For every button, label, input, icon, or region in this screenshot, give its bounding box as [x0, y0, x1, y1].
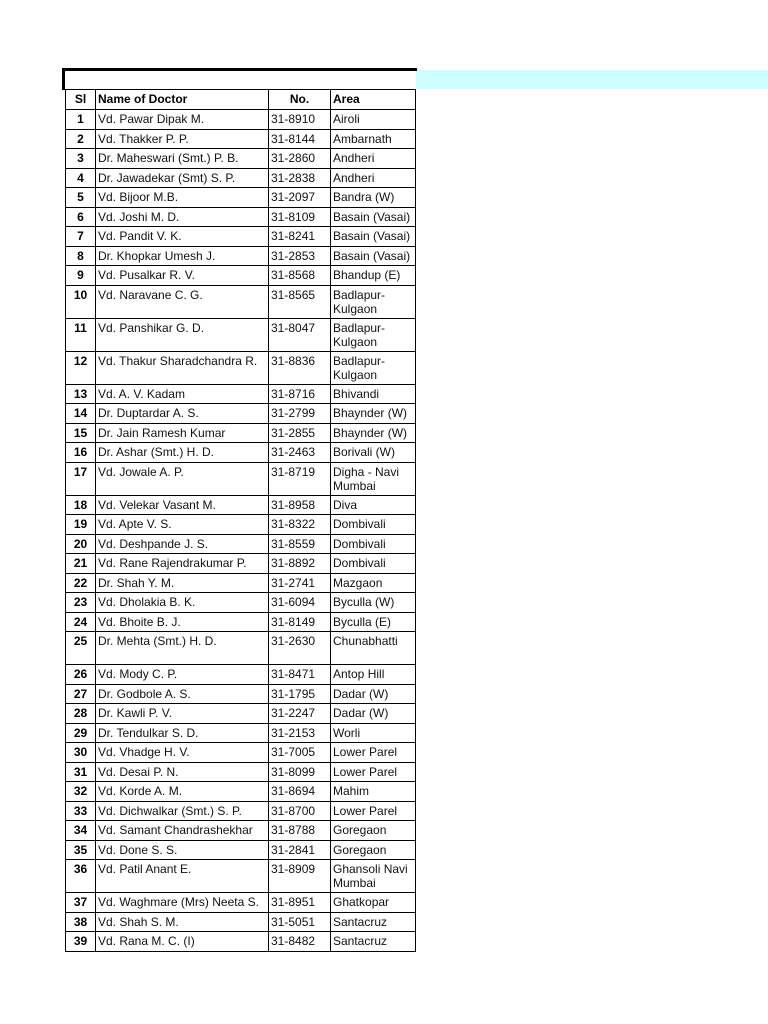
row-doctor-name: Dr. Jawadekar (Smt) S. P. — [96, 168, 269, 188]
row-sl: 7 — [66, 227, 96, 247]
table-row — [66, 801, 416, 821]
header-sl: Sl — [66, 90, 96, 110]
row-sl: 1 — [66, 110, 96, 130]
table-row — [66, 743, 416, 763]
table-row — [66, 188, 416, 208]
row-doctor-name: Vd. Bhoite B. J. — [96, 612, 269, 632]
row-doctor-name: Vd. Desai P. N. — [96, 762, 269, 782]
table-row — [66, 860, 416, 893]
row-sl: 25 — [66, 632, 96, 665]
row-number: 31-5051 — [269, 912, 331, 932]
row-number: 31-8716 — [269, 384, 331, 404]
row-area: Goregaon — [331, 821, 416, 841]
doctor-table — [65, 89, 416, 952]
table-row — [66, 782, 416, 802]
row-sl: 12 — [66, 351, 96, 384]
row-area: Dombivali — [331, 534, 416, 554]
table-row — [66, 723, 416, 743]
row-sl: 29 — [66, 723, 96, 743]
row-sl: 38 — [66, 912, 96, 932]
row-area: Badlapur-Kulgaon — [331, 351, 416, 384]
table-row — [66, 207, 416, 227]
row-area: Lower Parel — [331, 762, 416, 782]
row-area: Badlapur-Kulgaon — [331, 318, 416, 351]
row-area: Lower Parel — [331, 801, 416, 821]
table-top-border — [62, 68, 417, 71]
row-sl: 31 — [66, 762, 96, 782]
row-area: Bhivandi — [331, 384, 416, 404]
row-area: Diva — [331, 495, 416, 515]
row-doctor-name: Vd. Apte V. S. — [96, 515, 269, 535]
row-area: Dombivali — [331, 515, 416, 535]
table-row — [66, 893, 416, 913]
title-band — [416, 70, 768, 89]
row-number: 31-2799 — [269, 404, 331, 424]
row-number: 31-8568 — [269, 266, 331, 286]
row-area: Airoli — [331, 110, 416, 130]
row-doctor-name: Dr. Godbole A. S. — [96, 684, 269, 704]
row-doctor-name: Vd. Rana M. C. (I) — [96, 932, 269, 952]
table-left-border — [62, 68, 65, 90]
row-area: Andheri — [331, 168, 416, 188]
row-number: 31-8909 — [269, 860, 331, 893]
row-doctor-name: Vd. Thakur Sharadchandra R. — [96, 351, 269, 384]
row-sl: 4 — [66, 168, 96, 188]
row-area: Goregaon — [331, 840, 416, 860]
row-area: Basain (Vasai) — [331, 246, 416, 266]
row-doctor-name: Vd. Deshpande J. S. — [96, 534, 269, 554]
table-row — [66, 443, 416, 463]
row-doctor-name: Vd. Rane Rajendrakumar P. — [96, 554, 269, 574]
row-doctor-name: Dr. Tendulkar S. D. — [96, 723, 269, 743]
row-number: 31-8149 — [269, 612, 331, 632]
row-number: 31-8099 — [269, 762, 331, 782]
table-row — [66, 665, 416, 685]
row-area: Dadar (W) — [331, 704, 416, 724]
table-row — [66, 612, 416, 632]
row-number: 31-8109 — [269, 207, 331, 227]
row-sl: 6 — [66, 207, 96, 227]
row-sl: 8 — [66, 246, 96, 266]
row-sl: 37 — [66, 893, 96, 913]
row-number: 31-6094 — [269, 593, 331, 613]
row-number: 31-2841 — [269, 840, 331, 860]
row-number: 31-2097 — [269, 188, 331, 208]
header-number: No. — [269, 90, 331, 110]
row-number: 31-8892 — [269, 554, 331, 574]
row-doctor-name: Vd. Panshikar G. D. — [96, 318, 269, 351]
row-number: 31-8322 — [269, 515, 331, 535]
table-row — [66, 762, 416, 782]
row-number: 31-8910 — [269, 110, 331, 130]
row-area: Andheri — [331, 149, 416, 169]
row-area: Mazgaon — [331, 573, 416, 593]
row-sl: 24 — [66, 612, 96, 632]
table-row — [66, 495, 416, 515]
row-area: Borivali (W) — [331, 443, 416, 463]
row-area: Worli — [331, 723, 416, 743]
row-sl: 26 — [66, 665, 96, 685]
row-doctor-name: Dr. Duptardar A. S. — [96, 404, 269, 424]
row-doctor-name: Vd. Mody C. P. — [96, 665, 269, 685]
row-number: 31-2860 — [269, 149, 331, 169]
row-doctor-name: Vd. Bijoor M.B. — [96, 188, 269, 208]
table-row — [66, 515, 416, 535]
row-number: 31-8951 — [269, 893, 331, 913]
table-row — [66, 351, 416, 384]
row-sl: 11 — [66, 318, 96, 351]
header-area: Area — [331, 90, 416, 110]
row-area: Ghansoli Navi Mumbai — [331, 860, 416, 893]
row-doctor-name: Vd. Samant Chandrashekhar — [96, 821, 269, 841]
row-number: 31-8144 — [269, 129, 331, 149]
row-doctor-name: Vd. A. V. Kadam — [96, 384, 269, 404]
header-name: Name of Doctor — [96, 90, 269, 110]
row-number: 31-8047 — [269, 318, 331, 351]
table-row — [66, 168, 416, 188]
row-area: Antop Hill — [331, 665, 416, 685]
row-doctor-name: Vd. Dholakia B. K. — [96, 593, 269, 613]
table-row — [66, 593, 416, 613]
row-sl: 18 — [66, 495, 96, 515]
row-number: 31-2853 — [269, 246, 331, 266]
table-row — [66, 554, 416, 574]
row-doctor-name: Vd. Pusalkar R. V. — [96, 266, 269, 286]
table-row — [66, 462, 416, 495]
row-number: 31-2247 — [269, 704, 331, 724]
row-sl: 33 — [66, 801, 96, 821]
table-row — [66, 384, 416, 404]
row-area: Bhandup (E) — [331, 266, 416, 286]
table-row — [66, 912, 416, 932]
row-sl: 32 — [66, 782, 96, 802]
row-doctor-name: Vd. Dichwalkar (Smt.) S. P. — [96, 801, 269, 821]
row-doctor-name: Vd. Naravane C. G. — [96, 285, 269, 318]
row-area: Lower Parel — [331, 743, 416, 763]
row-number: 31-2855 — [269, 423, 331, 443]
table-row — [66, 632, 416, 665]
table-row — [66, 534, 416, 554]
row-doctor-name: Vd. Patil Anant E. — [96, 860, 269, 893]
row-doctor-name: Dr. Ashar (Smt.) H. D. — [96, 443, 269, 463]
row-sl: 23 — [66, 593, 96, 613]
row-area: Dombivali — [331, 554, 416, 574]
row-number: 31-8565 — [269, 285, 331, 318]
table-row — [66, 246, 416, 266]
row-sl: 17 — [66, 462, 96, 495]
table-row — [66, 404, 416, 424]
row-area: Bhaynder (W) — [331, 423, 416, 443]
row-doctor-name: Vd. Jowale A. P. — [96, 462, 269, 495]
row-number: 31-8471 — [269, 665, 331, 685]
table-row — [66, 110, 416, 130]
row-sl: 21 — [66, 554, 96, 574]
row-sl: 28 — [66, 704, 96, 724]
row-area: Byculla (W) — [331, 593, 416, 613]
row-area: Bhaynder (W) — [331, 404, 416, 424]
row-sl: 15 — [66, 423, 96, 443]
header-row — [66, 90, 416, 110]
row-sl: 19 — [66, 515, 96, 535]
row-sl: 5 — [66, 188, 96, 208]
row-sl: 39 — [66, 932, 96, 952]
row-sl: 27 — [66, 684, 96, 704]
row-doctor-name: Dr. Mehta (Smt.) H. D. — [96, 632, 269, 665]
row-doctor-name: Dr. Kawli P. V. — [96, 704, 269, 724]
row-area: Santacruz — [331, 912, 416, 932]
row-area: Digha - Navi Mumbai — [331, 462, 416, 495]
row-sl: 2 — [66, 129, 96, 149]
row-number: 31-7005 — [269, 743, 331, 763]
row-number: 31-2463 — [269, 443, 331, 463]
row-number: 31-2741 — [269, 573, 331, 593]
row-area: Mahim — [331, 782, 416, 802]
row-doctor-name: Vd. Velekar Vasant M. — [96, 495, 269, 515]
row-doctor-name: Dr. Shah Y. M. — [96, 573, 269, 593]
table-row — [66, 318, 416, 351]
table-row — [66, 423, 416, 443]
row-doctor-name: Dr. Maheswari (Smt.) P. B. — [96, 149, 269, 169]
row-number: 31-8559 — [269, 534, 331, 554]
table-row — [66, 932, 416, 952]
row-number: 31-8958 — [269, 495, 331, 515]
row-area: Byculla (E) — [331, 612, 416, 632]
row-sl: 9 — [66, 266, 96, 286]
table-row — [66, 285, 416, 318]
doctor-list-sheet — [65, 89, 416, 952]
row-doctor-name: Vd. Joshi M. D. — [96, 207, 269, 227]
row-sl: 3 — [66, 149, 96, 169]
row-number: 31-8241 — [269, 227, 331, 247]
row-sl: 36 — [66, 860, 96, 893]
row-number: 31-8719 — [269, 462, 331, 495]
row-doctor-name: Vd. Shah S. M. — [96, 912, 269, 932]
row-sl: 22 — [66, 573, 96, 593]
row-doctor-name: Dr. Jain Ramesh Kumar — [96, 423, 269, 443]
row-sl: 30 — [66, 743, 96, 763]
row-area: Basain (Vasai) — [331, 227, 416, 247]
row-doctor-name: Vd. Pawar Dipak M. — [96, 110, 269, 130]
table-row — [66, 266, 416, 286]
row-sl: 10 — [66, 285, 96, 318]
row-number: 31-8836 — [269, 351, 331, 384]
row-sl: 20 — [66, 534, 96, 554]
row-area: Chunabhatti — [331, 632, 416, 665]
row-number: 31-1795 — [269, 684, 331, 704]
row-sl: 16 — [66, 443, 96, 463]
row-sl: 13 — [66, 384, 96, 404]
row-area: Santacruz — [331, 932, 416, 952]
table-body — [66, 110, 416, 952]
row-doctor-name: Vd. Thakker P. P. — [96, 129, 269, 149]
row-doctor-name: Dr. Khopkar Umesh J. — [96, 246, 269, 266]
row-number: 31-8700 — [269, 801, 331, 821]
row-area: Basain (Vasai) — [331, 207, 416, 227]
row-doctor-name: Vd. Pandit V. K. — [96, 227, 269, 247]
row-number: 31-8482 — [269, 932, 331, 952]
row-number: 31-8788 — [269, 821, 331, 841]
row-number: 31-8694 — [269, 782, 331, 802]
row-area: Bandra (W) — [331, 188, 416, 208]
table-row — [66, 227, 416, 247]
row-number: 31-2153 — [269, 723, 331, 743]
table-row — [66, 684, 416, 704]
row-area: Dadar (W) — [331, 684, 416, 704]
row-area: Ambarnath — [331, 129, 416, 149]
row-sl: 14 — [66, 404, 96, 424]
row-sl: 35 — [66, 840, 96, 860]
row-doctor-name: Vd. Waghmare (Mrs) Neeta S. — [96, 893, 269, 913]
row-doctor-name: Vd. Done S. S. — [96, 840, 269, 860]
table-row — [66, 704, 416, 724]
table-row — [66, 129, 416, 149]
row-doctor-name: Vd. Vhadge H. V. — [96, 743, 269, 763]
table-row — [66, 573, 416, 593]
table-row — [66, 821, 416, 841]
row-number: 31-2630 — [269, 632, 331, 665]
row-number: 31-2838 — [269, 168, 331, 188]
row-sl: 34 — [66, 821, 96, 841]
row-area: Ghatkopar — [331, 893, 416, 913]
row-area: Badlapur-Kulgaon — [331, 285, 416, 318]
table-row — [66, 840, 416, 860]
table-row — [66, 149, 416, 169]
row-doctor-name: Vd. Korde A. M. — [96, 782, 269, 802]
